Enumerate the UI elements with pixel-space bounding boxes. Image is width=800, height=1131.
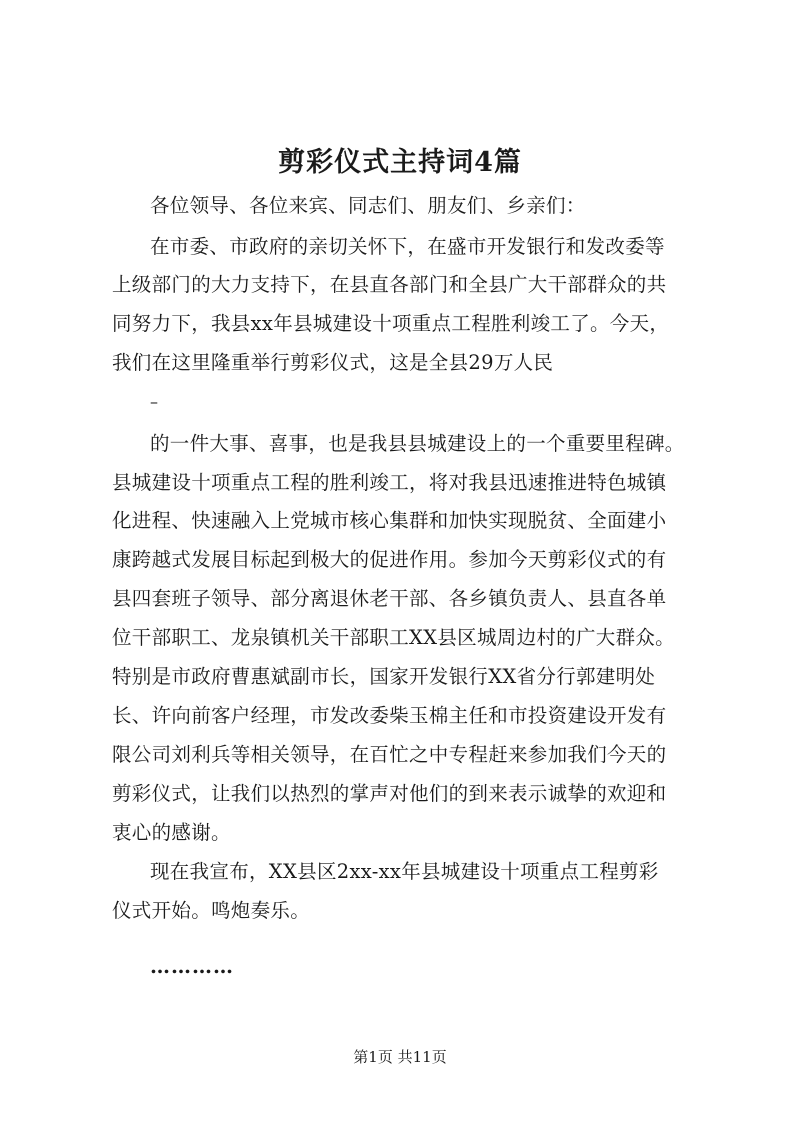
paragraph-line: 上级部门的大力支持下，在县直各部门和全县广大干部群众的共	[112, 273, 667, 296]
ellipsis-line: …………	[150, 954, 234, 978]
document-title: 剪彩仪式主持词4篇	[278, 147, 522, 178]
paragraph-line: 县城建设十项重点工程的胜利竣工，将对我县迅速推进特色城镇	[112, 471, 667, 494]
paragraph-line: 的一件大事、喜事，也是我县县城建设上的一个重要里程碑。	[150, 432, 685, 455]
paragraph-line: 县四套班子领导、部分离退休老干部、各乡镇负责人、县直各单	[112, 587, 667, 610]
paragraph-line: 长、许向前客户经理，市发改委柴玉棉主任和市投资建设开发有	[112, 704, 667, 727]
paragraph-line: 限公司刘利兵等相关领导，在百忙之中专程赶来参加我们今天的	[112, 743, 667, 766]
paragraph-line: 现在我宣布，XX县区2xx-xx年县城建设十项重点工程剪彩	[150, 860, 659, 883]
greeting-line: 各位领导、各位来宾、同志们、朋友们、乡亲们：	[150, 194, 586, 217]
paragraph-line: 化进程、快速融入上党城市核心集群和加快实现脱贫、全面建小	[112, 509, 667, 532]
paragraph-line: 康跨越式发展目标起到极大的促进作用。参加今天剪彩仪式的有	[112, 548, 667, 571]
paragraph-line: 位干部职工、龙泉镇机关干部职工XX县区城周边村的广大群众。	[112, 626, 675, 649]
paragraph-line: 我们在这里隆重举行剪彩仪式，这是全县29万人民	[112, 351, 554, 374]
paragraph-line: 同努力下，我县xx年县城建设十项重点工程胜利竣工了。今天，	[112, 312, 670, 335]
paragraph-line: 在市委、市政府的亲切关怀下，在盛市开发银行和发改委等	[150, 235, 665, 258]
page-footer: 第1页 共11页	[353, 1048, 447, 1066]
paragraph-line: 仪式开始。鸣炮奏乐。	[112, 899, 311, 922]
paragraph-line: 衷心的感谢。	[112, 821, 231, 844]
page-break-mark: –	[150, 392, 158, 411]
paragraph-line: 剪彩仪式，让我们以热烈的掌声对他们的到来表示诚挚的欢迎和	[112, 782, 667, 805]
paragraph-line: 特别是市政府曹惠斌副市长，国家开发银行XX省分行郭建明处	[112, 665, 656, 688]
